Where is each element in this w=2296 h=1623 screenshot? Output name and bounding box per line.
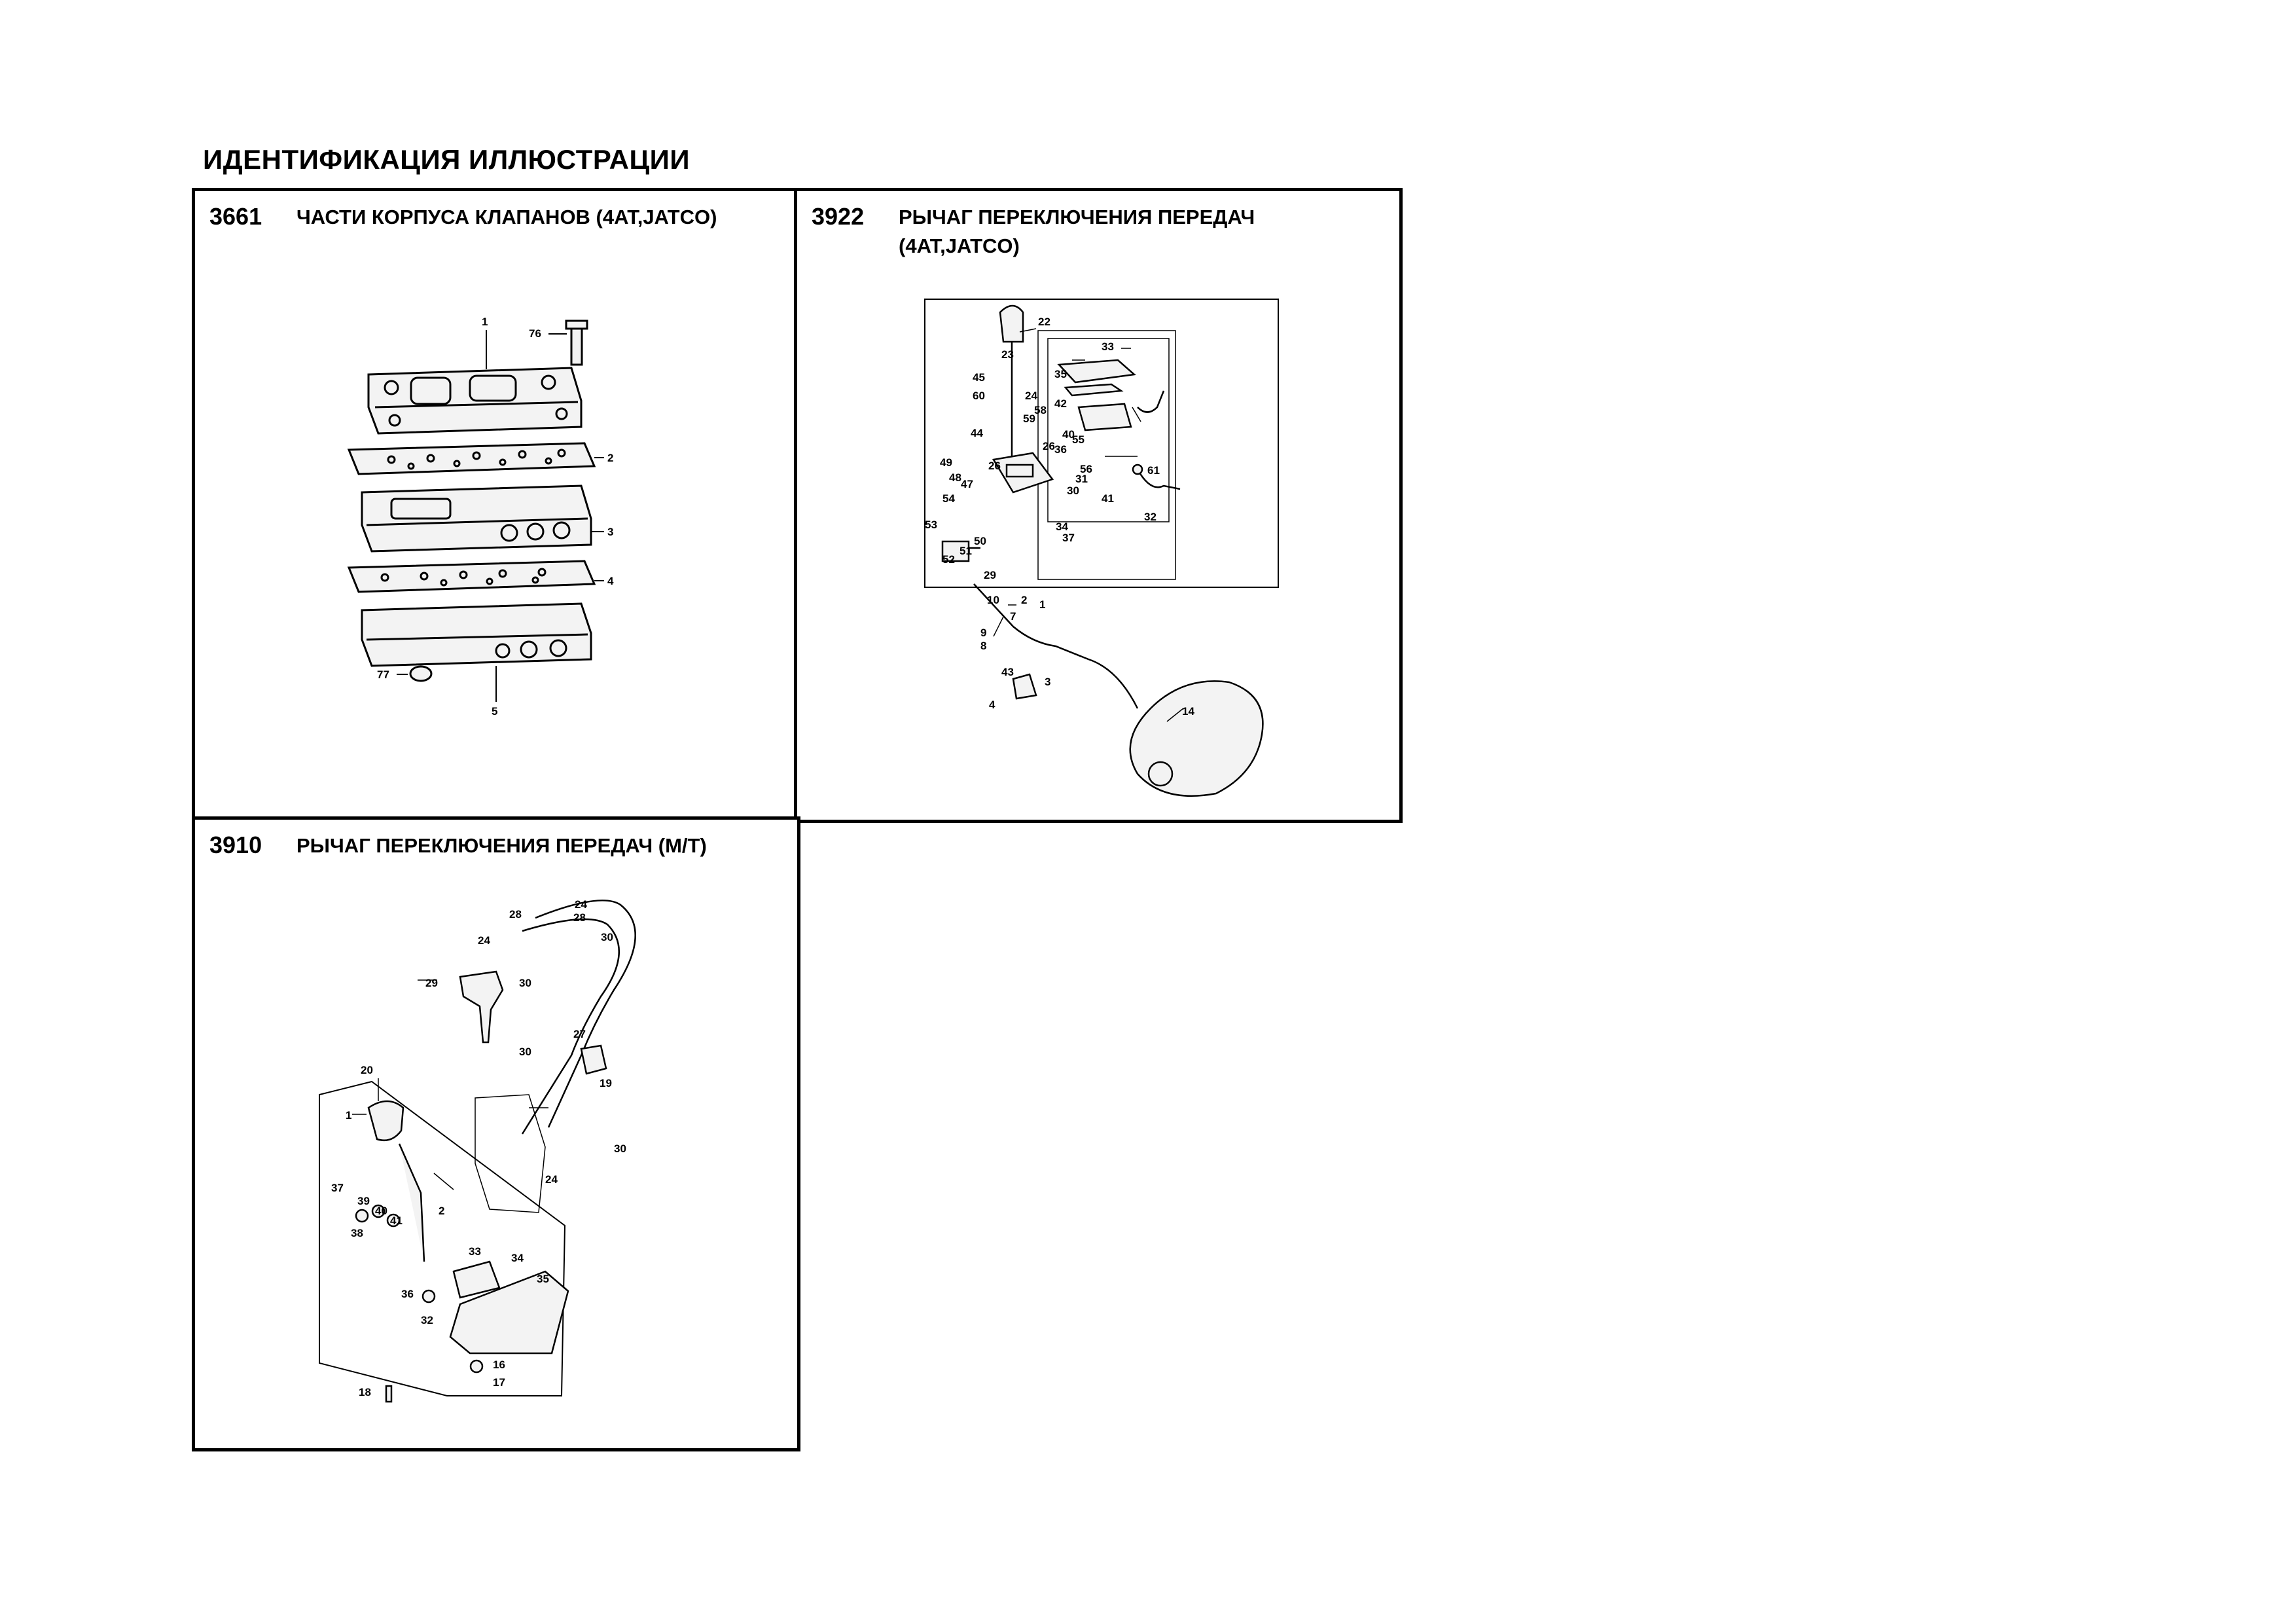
callout-label: 28	[509, 908, 522, 921]
callout-label: 77	[377, 668, 389, 681]
callout-label: 7	[1010, 610, 1016, 623]
callout-label: 35	[537, 1273, 549, 1285]
callout-label: 50	[974, 535, 986, 547]
callout-label: 29	[984, 569, 996, 581]
callout-label: 30	[1067, 484, 1079, 497]
callout-label: 33	[1102, 340, 1114, 353]
panel-title: РЫЧАГ ПЕРЕКЛЮЧЕНИЯ ПЕРЕДАЧ (4AT,JATCO)	[899, 206, 1255, 257]
callout-label: 18	[359, 1386, 371, 1398]
callout-label: 37	[1062, 532, 1075, 544]
callout-label: 5	[492, 705, 498, 718]
callout-label: 40	[375, 1205, 387, 1217]
callout-label: 4	[989, 699, 996, 711]
callout-label: 8	[980, 640, 987, 652]
callout-label: 2	[439, 1205, 445, 1217]
callout-label: 36	[401, 1288, 414, 1300]
shift-lever-at-diagram	[797, 191, 1406, 826]
panel-title: ЧАСТИ КОРПУСА КЛАПАНОВ (4AT,JATCO)	[296, 206, 717, 228]
callout-label: 1	[346, 1109, 352, 1122]
callout-label: 56	[1080, 463, 1092, 475]
callout-label: 42	[1054, 397, 1067, 410]
callout-label: 19	[600, 1077, 612, 1089]
callout-label: 37	[331, 1182, 344, 1194]
callout-label: 33	[469, 1245, 481, 1258]
callout-label: 16	[493, 1359, 505, 1371]
callout-label: 32	[1144, 511, 1157, 523]
valve-body-diagram	[195, 191, 804, 826]
callout-label: 26	[988, 460, 1001, 472]
callout-label: 49	[940, 456, 952, 469]
callout-label: 3	[607, 526, 614, 538]
illustration-grid	[192, 188, 1403, 1451]
callout-label: 1	[1039, 598, 1046, 611]
callout-label: 23	[1001, 348, 1014, 361]
callout-label: 47	[961, 478, 973, 490]
panel-code: 3661	[209, 203, 262, 230]
callout-label: 26	[1043, 440, 1055, 452]
callout-label: 30	[519, 977, 531, 989]
shift-lever-mt-diagram	[195, 820, 804, 1455]
callout-label: 10	[987, 594, 999, 606]
callout-label: 40	[1062, 428, 1075, 441]
callout-label: 39	[357, 1195, 370, 1207]
callout-label: 53	[925, 519, 937, 531]
callout-label: 27	[573, 1028, 586, 1040]
callout-label: 54	[942, 492, 955, 505]
callout-label: 30	[519, 1046, 531, 1058]
panel-shift-lever-at	[794, 188, 1403, 823]
callout-label: 17	[493, 1376, 505, 1389]
callout-label: 4	[607, 575, 614, 587]
callout-label: 3	[1045, 676, 1051, 688]
callout-label: 31	[1075, 473, 1088, 485]
callout-label: 24	[575, 898, 587, 911]
callout-label: 24	[1025, 390, 1037, 402]
callout-label: 43	[1001, 666, 1014, 678]
callout-label: 1	[482, 316, 488, 328]
callout-label: 30	[601, 931, 613, 943]
callout-label: 14	[1182, 705, 1194, 718]
callout-label: 35	[1054, 368, 1067, 380]
panel-valve-body	[192, 188, 800, 823]
callout-label: 60	[973, 390, 985, 402]
callout-label: 32	[421, 1314, 433, 1326]
panel-title: РЫЧАГ ПЕРЕКЛЮЧЕНИЯ ПЕРЕДАЧ (M/T)	[296, 834, 707, 857]
callout-label: 45	[973, 371, 985, 384]
callout-label: 59	[1023, 412, 1035, 425]
panel-code: 3922	[812, 203, 865, 230]
callout-label: 34	[511, 1252, 524, 1264]
callout-label: 41	[1102, 492, 1114, 505]
callout-label: 51	[960, 545, 972, 557]
callout-label: 2	[1021, 594, 1028, 606]
callout-label: 34	[1056, 520, 1068, 533]
callout-label: 2	[607, 452, 614, 464]
panel-code: 3910	[209, 831, 262, 858]
page-title: ИДЕНТИФИКАЦИЯ ИЛЛЮСТРАЦИИ	[203, 144, 691, 175]
callout-label: 24	[478, 934, 490, 947]
callout-label: 28	[573, 911, 586, 924]
callout-label: 55	[1072, 433, 1085, 446]
callout-label: 20	[361, 1064, 373, 1076]
callout-label: 36	[1054, 443, 1067, 456]
callout-label: 29	[425, 977, 438, 989]
callout-label: 30	[614, 1142, 626, 1155]
callout-label: 76	[529, 327, 541, 340]
callout-label: 22	[1038, 316, 1050, 328]
callout-label: 41	[390, 1214, 403, 1227]
callout-label: 48	[949, 471, 961, 484]
callout-label: 58	[1034, 404, 1047, 416]
callout-label: 9	[980, 627, 987, 639]
callout-label: 61	[1147, 464, 1160, 477]
callout-label: 24	[545, 1173, 558, 1186]
callout-label: 44	[971, 427, 983, 439]
callout-label: 52	[942, 553, 955, 566]
panel-shift-lever-mt	[192, 816, 800, 1451]
callout-label: 38	[351, 1227, 363, 1239]
